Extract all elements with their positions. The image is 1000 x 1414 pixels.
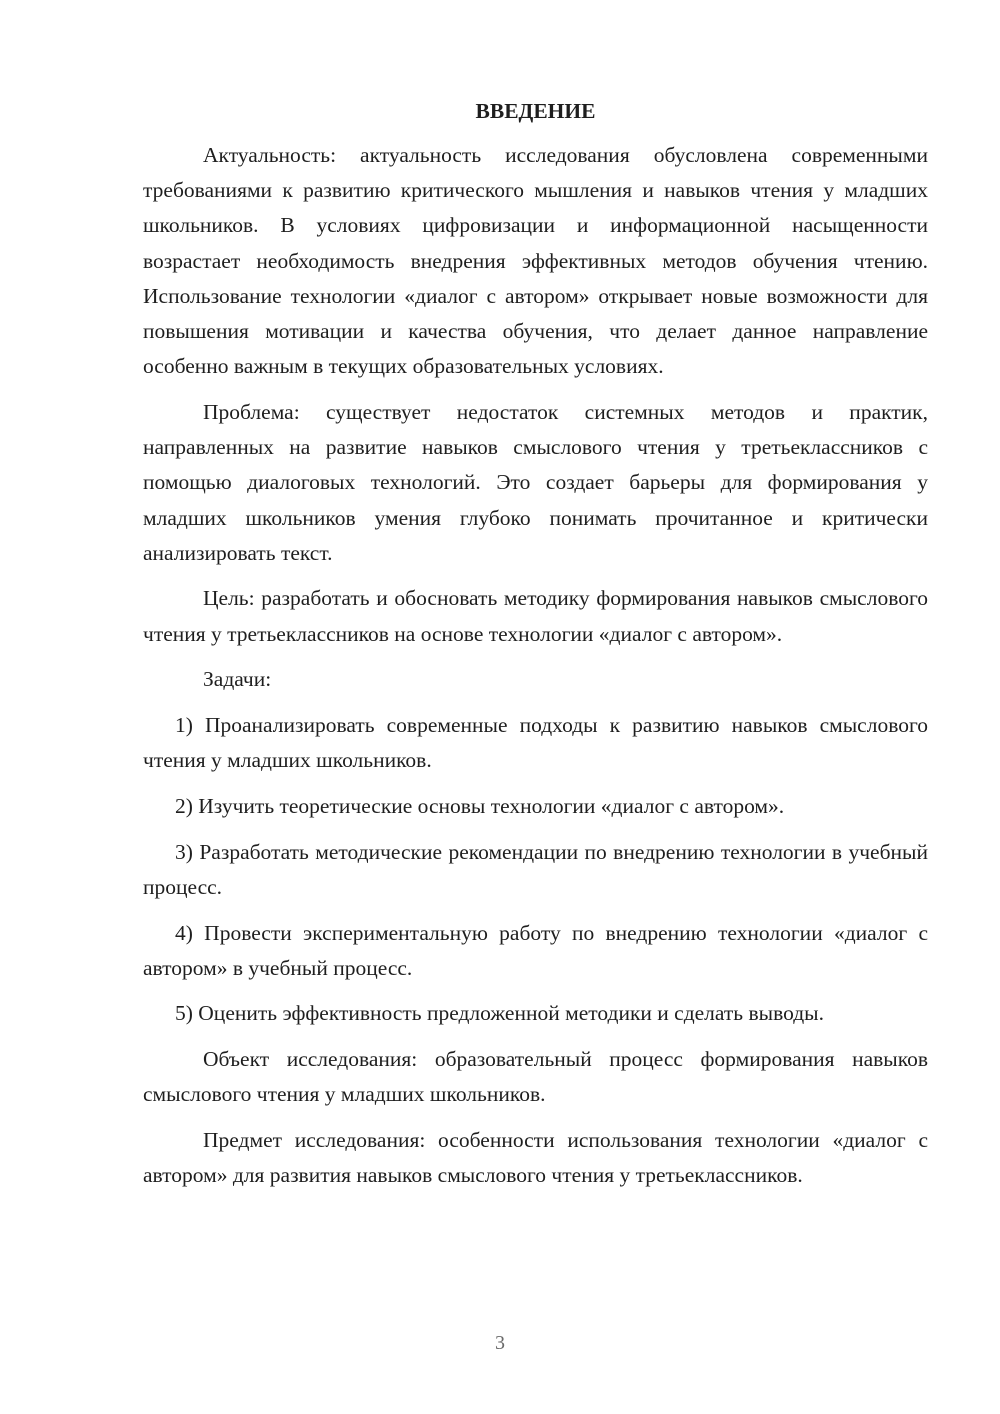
document-page bbox=[143, 94, 928, 1204]
task-item-5: 5) Оценить эффективность предложенной методики и сделать выводы. bbox=[175, 1001, 824, 1026]
section-heading: ВВЕДЕНИЕ bbox=[475, 99, 596, 123]
problem-paragraph: Проблема: существует недостаток системных методов и практик, направленных на развитие навыков смыслового чтения у третьеклассников с помощью диалоговых технологий. Это создает барьеры для формирования у младших школьников умения глубоко понимать прочитанное и критически анализировать текст. bbox=[143, 399, 928, 565]
relevance-paragraph: Актуальность: актуальность исследования обусловлена современными требованиями к развитию критического мышления и навыков чтения у младших школьников. В условиях цифровизации и информационной насыщенности возрастает необходимость внедрения эффективных методов обучения чтению. Использование технологии «диалог с автором» открывает новые возможности для повышения мотивации и качества обучения, что делает данное направление особенно важным в текущих образовательных условиях. bbox=[143, 143, 928, 379]
task-item-3: 3) Разработать методические рекомендации по внедрению технологии в учебный процесс. bbox=[143, 839, 928, 899]
task-item-1: 1) Проанализировать современные подходы к развитию навыков смыслового чтения у младших школьников. bbox=[143, 713, 928, 773]
research-subject-paragraph: Предмет исследования: особенности использования технологии «диалог с автором» для развития навыков смыслового чтения у третьеклассников. bbox=[143, 1128, 928, 1188]
page-number: 3 bbox=[495, 1332, 505, 1354]
research-object-paragraph: Объект исследования: образовательный процесс формирования навыков смыслового чтения у младших школьников. bbox=[143, 1047, 928, 1107]
task-item-2: 2) Изучить теоретические основы технологии «диалог с автором». bbox=[175, 793, 785, 818]
tasks-label: Задачи: bbox=[203, 667, 272, 692]
task-item-4: 4) Провести экспериментальную работу по внедрению технологии «диалог с автором» в учебный процесс. bbox=[143, 920, 928, 980]
goal-paragraph: Цель: разработать и обосновать методику формирования навыков смыслового чтения у третьеклассников на основе технологии «диалог с автором». bbox=[143, 586, 928, 646]
